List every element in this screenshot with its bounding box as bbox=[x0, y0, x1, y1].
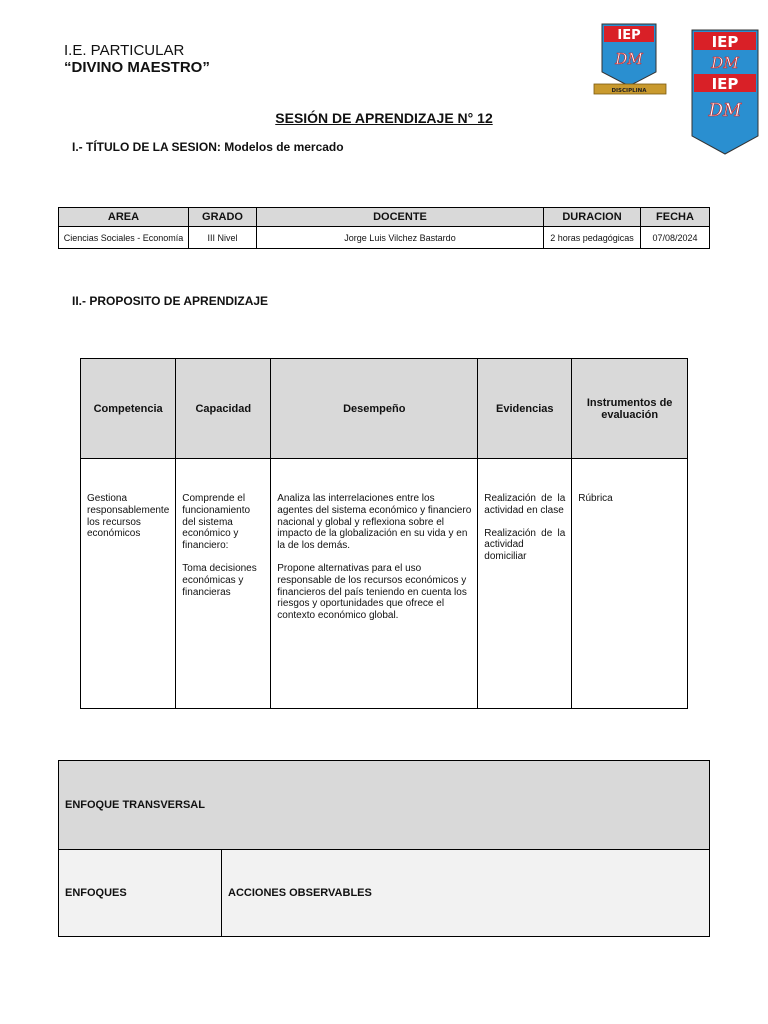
info-header-grado: GRADO bbox=[189, 208, 257, 227]
header-capacidad: Capacidad bbox=[176, 359, 271, 459]
info-cell-fecha: 07/08/2024 bbox=[641, 227, 710, 249]
info-table-row bbox=[59, 227, 710, 249]
acciones-header: ACCIONES OBSERVABLES bbox=[222, 850, 710, 937]
enfoques-header: ENFOQUES bbox=[59, 850, 222, 937]
info-header-duracion: DURACION bbox=[544, 208, 641, 227]
section2-heading: II.- PROPOSITO DE APRENDIZAJE bbox=[72, 294, 269, 308]
evidencia-item: Realización de la actividad en clase bbox=[484, 493, 566, 516]
school-logo-large bbox=[690, 28, 760, 156]
competency-header-row bbox=[81, 359, 688, 459]
info-header-fecha: FECHA bbox=[641, 208, 710, 227]
svg-text:DM: DM bbox=[711, 54, 739, 72]
info-table-header-row bbox=[59, 208, 710, 227]
svg-text:IEP: IEP bbox=[711, 75, 739, 93]
capacidad-item: Toma decisiones económicas y financieras bbox=[182, 562, 257, 598]
header-competencia: Competencia bbox=[81, 359, 176, 459]
enfoque-columns-row bbox=[59, 850, 710, 937]
cell-instrumentos: Rúbrica bbox=[572, 459, 688, 709]
desempeno-item: Propone alternativas para el uso responsable de los recursos económicos y financieros del país teniendo en cuenta los riesgos y oportunidades que ofrece el contexto económico global. bbox=[277, 562, 467, 622]
info-cell-area: Ciencias Sociales - Economía bbox=[59, 227, 189, 249]
header-instrumentos: Instrumentos de evaluación bbox=[572, 359, 688, 459]
competency-row bbox=[81, 459, 688, 709]
info-cell-duracion: 2 horas pedagógicas bbox=[544, 227, 641, 249]
info-table bbox=[58, 207, 710, 249]
info-header-docente: DOCENTE bbox=[257, 208, 544, 227]
section1-label: I.- TÍTULO DE LA SESION: bbox=[72, 140, 221, 154]
logo-ribbon: DISCIPLINA bbox=[611, 88, 647, 94]
info-cell-grado: III Nivel bbox=[189, 227, 257, 249]
section-title-heading bbox=[72, 140, 344, 154]
enfoque-title-row bbox=[59, 761, 710, 850]
school-logo-small bbox=[592, 22, 668, 98]
svg-text:DM: DM bbox=[708, 100, 742, 121]
svg-text:IEP: IEP bbox=[711, 33, 739, 51]
school-name-line2: “DIVINO MAESTRO” bbox=[64, 59, 210, 76]
logo-text: IEP bbox=[617, 28, 641, 43]
school-name-line1: I.E. PARTICULAR bbox=[64, 42, 185, 59]
desempeno-item: Analiza las interrelaciones entre los agentes del sistema económico y financiero nacional y global y reflexiona sobre el impacto de la globalización en su vida y en la de los demás. bbox=[277, 493, 472, 552]
session-title: SESIÓN DE APRENDIZAJE N° 12 bbox=[275, 110, 493, 126]
evidencia-item: Realización de la actividad domiciliar bbox=[484, 527, 566, 563]
cell-capacidad bbox=[176, 459, 271, 709]
info-header-area: AREA bbox=[59, 208, 189, 227]
cell-evidencias bbox=[478, 459, 572, 709]
cell-competencia: Gestiona responsablemente los recursos económicos bbox=[81, 459, 176, 709]
info-cell-docente: Jorge Luis Vilchez Bastardo bbox=[257, 227, 544, 249]
enfoque-title: ENFOQUE TRANSVERSAL bbox=[59, 761, 710, 850]
capacidad-item: Comprende el funcionamiento del sistema económico y financiero: bbox=[182, 493, 251, 552]
header-desempeno: Desempeño bbox=[271, 359, 478, 459]
logo-monogram: DM bbox=[615, 50, 643, 68]
competency-table bbox=[80, 358, 688, 709]
cell-desempeno bbox=[271, 459, 478, 709]
header-evidencias: Evidencias bbox=[478, 359, 572, 459]
enfoque-table bbox=[58, 760, 710, 937]
section1-value: Modelos de mercado bbox=[220, 140, 344, 154]
